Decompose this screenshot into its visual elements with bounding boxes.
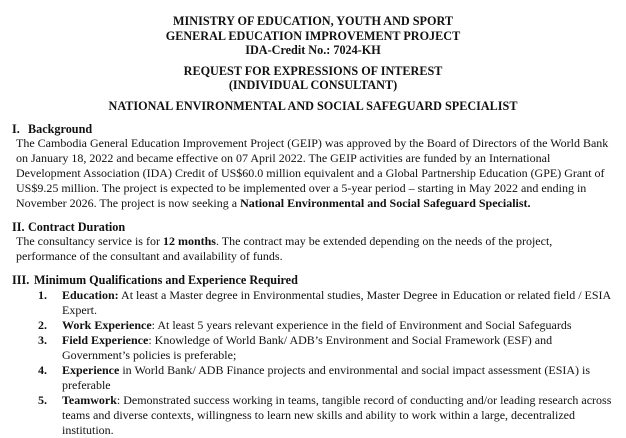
item-text: At least a Master degree in Environmental studies, Master Degree in Education or related field / ESIA Expert.	[62, 288, 611, 317]
request-title: REQUEST FOR EXPRESSIONS OF INTEREST	[183, 63, 443, 78]
item-text: : At least 5 years relevant experience in the field of Environment and Social Safeguards	[151, 318, 572, 332]
item-label: Teamwork	[62, 393, 117, 407]
item-number: 1.	[38, 288, 47, 302]
item-number: 5.	[38, 393, 47, 407]
section-contract-heading	[12, 220, 614, 234]
section-background-heading	[12, 122, 614, 136]
project-title: GENERAL EDUCATION IMPROVEMENT PROJECT	[165, 28, 461, 43]
contract-text-a: The consultancy service is for	[16, 234, 163, 248]
section-title: Contract Duration	[28, 220, 126, 234]
item-label: Education:	[62, 288, 119, 302]
item-number: 3.	[38, 333, 47, 347]
list-item	[12, 318, 614, 333]
ministry-title: MINISTRY OF EDUCATION, YOUTH AND SPORT	[173, 14, 453, 28]
list-item	[12, 363, 614, 393]
contract-duration-bold: 12 months	[162, 234, 216, 248]
item-number: 2.	[38, 318, 47, 332]
qualifications-list	[12, 288, 614, 438]
item-text: : Demonstrated success working in teams, tangible record of conducting and/or leading research across teams and diverse contexts, willingness to learn new skills and ability to work within a large, decentralized institution.	[62, 393, 612, 437]
list-item	[12, 288, 614, 318]
contract-text-b: . The contract may be extended depending on the needs of the project, performance of the consultant and availability of funds.	[16, 234, 553, 263]
section-title: Minimum Qualifications and Experience Required	[34, 273, 298, 287]
background-text: The Cambodia General Education Improvement Project (GEIP) was approved by the Board of Directors of the World Bank on January 18, 2022 and became effective on 07 April 2022. The GEIP activities are funded by an International Development Association (IDA) Credit of US$60.0 million equivalent and a Global Partnership Education (GPE) Grant of US$9.25 million. The project is expected to be implemented over a 5-year period – starting in May 2022 and ending in November 2026. The project is now seeking a	[16, 136, 609, 210]
section-number: I.	[12, 122, 20, 136]
item-label: Experience	[62, 363, 120, 377]
section-number: III.	[12, 273, 30, 287]
consultant-type: (INDIVIDUAL CONSULTANT)	[228, 78, 398, 92]
item-text: in World Bank/ ADB Finance projects and environmental and social impact assessment (ESIA) is preferable	[62, 363, 591, 392]
credit-number: IDA-Credit No.: 7024-KH	[245, 43, 381, 57]
position-title: NATIONAL ENVIRONMENTAL AND SOCIAL SAFEGUARD SPECIALIST	[108, 98, 518, 113]
list-item	[12, 393, 614, 438]
section-qualifications-heading	[12, 273, 614, 287]
section-number: II.	[12, 220, 25, 234]
background-paragraph	[16, 136, 614, 211]
item-label: Field Experience	[62, 333, 149, 347]
contract-paragraph	[16, 234, 614, 264]
background-position-bold: National Environmental and Social Safeguard Specialist.	[240, 196, 531, 210]
item-number: 4.	[38, 363, 47, 377]
item-label: Work Experience	[62, 318, 152, 332]
item-text: : Knowledge of World Bank/ ADB’s Environment and Social Framework (ESF) and Government’s policies is preferable;	[62, 333, 553, 362]
list-item	[12, 333, 614, 363]
section-title: Background	[28, 122, 93, 136]
